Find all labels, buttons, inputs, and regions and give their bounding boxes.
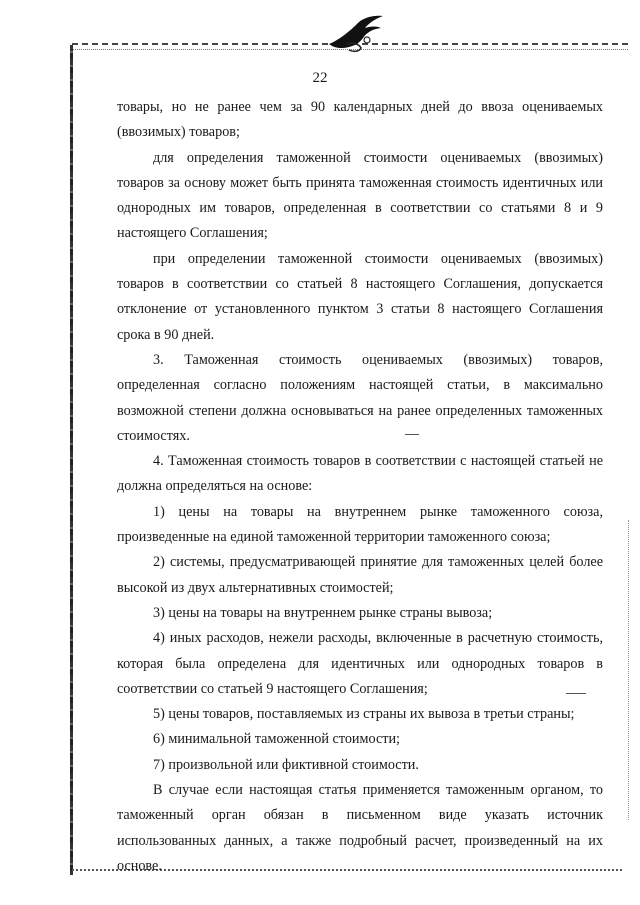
paragraph: 3. Таможенная стоимость оцениваемых (ввозимых) товаров, определенная согласно положениям настоящей статьи, в максимально возможной степени должна основываться на ранее определенных таможенных стоимостях. bbox=[117, 351, 603, 444]
paragraph: 2) системы, предусматривающей принятие для таможенных целей более высокой из двух альтернативных стоимостей; bbox=[117, 554, 603, 596]
scan-mark bbox=[566, 693, 586, 694]
page-border-left bbox=[70, 45, 73, 875]
paragraph: товары, но не ранее чем за 90 календарных дней до ввоза оцениваемых (ввозимых) товаров; bbox=[117, 99, 603, 141]
paragraph: 4) иных расходов, нежели расходы, включенные в расчетную стоимость, которая была определена для идентичных или однородных товаров в соответствии со статьей 9 настоящего Соглашения; bbox=[117, 630, 603, 697]
paragraph: 6) минимальной таможенной стоимости; bbox=[153, 731, 400, 748]
paragraph: 5) цены товаров, поставляемых из страны их вывоза в третьи страны; bbox=[153, 706, 575, 723]
paragraph: 1) цены на товары на внутреннем рынке таможенного союза, произведенные на единой таможенной территории таможенного союза; bbox=[117, 503, 603, 546]
document-body bbox=[117, 95, 603, 879]
paragraph: 4. Таможенная стоимость товаров в соответствии с настоящей статьей не должна определяться на основе: bbox=[117, 453, 603, 495]
paragraph: при определении таможенной стоимости оцениваемых (ввозимых) товаров в соответствии со статьей 8 настоящего Соглашения, допускается отклонение от установленного пунктом 3 статьи 8 настоящего Соглашения срока в 90 дней. bbox=[117, 250, 603, 343]
emblem-icon bbox=[325, 14, 385, 58]
scan-mark bbox=[405, 434, 419, 435]
paragraph: 3) цены на товары на внутреннем рынке страны вывоза; bbox=[153, 604, 493, 621]
paragraph: 7) произвольной или фиктивной стоимости. bbox=[153, 756, 419, 773]
page-border-right bbox=[628, 520, 631, 820]
paragraph: В случае если настоящая статья применяется таможенным органом, то таможенный орган обязан в письменном виде указать источник использованных данных, а также подробный расчет, произведенный на их основе. bbox=[117, 782, 603, 874]
paragraph: для определения таможенной стоимости оцениваемых (ввозимых) товаров за основу может быть принята таможенная стоимость идентичных или однородных им товаров, определенная в соответствии со статьями 8 и 9 настоящего Соглашения; bbox=[117, 149, 603, 242]
page-number: 22 bbox=[312, 70, 328, 86]
